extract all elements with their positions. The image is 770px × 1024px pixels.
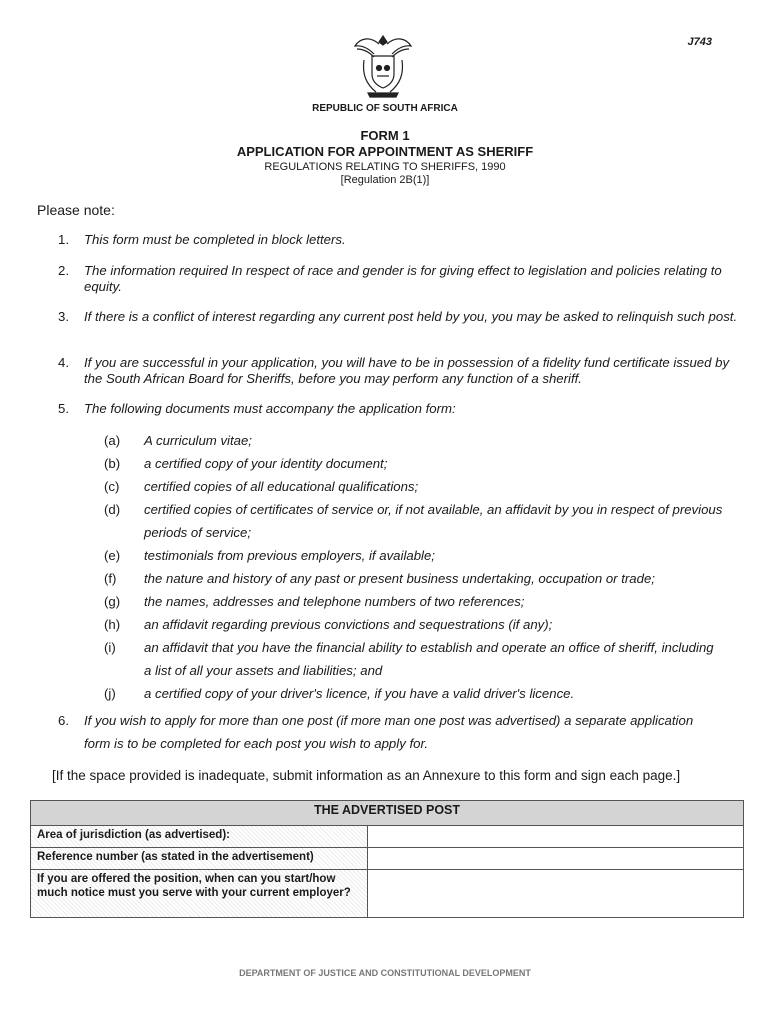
document-label: (g) <box>104 594 121 609</box>
note-text: If there is a conflict of interest regarding any current post held by you, you may be asked to relinquish such post. <box>84 309 738 324</box>
regulations-title: REGULATIONS RELATING TO SHERIFFS, 1990 <box>264 161 506 173</box>
document-text: A curriculum vitae; <box>144 433 252 448</box>
document-item <box>104 429 724 452</box>
jurisdiction-label: Area of jurisdiction (as advertised): <box>31 826 368 848</box>
document-item <box>104 636 724 682</box>
document-item <box>104 567 724 590</box>
document-item <box>104 590 724 613</box>
document-label: (j) <box>104 686 116 701</box>
note-item <box>58 355 738 386</box>
note-item <box>58 709 698 755</box>
note-text: If you wish to apply for more than one post (if more man one post was advertised) a separate application form is to be completed for each post you wish to apply for. <box>84 713 694 751</box>
form-code: J743 <box>687 36 712 48</box>
form-subtitle-block <box>0 161 770 187</box>
regulation-reference: [Regulation 2B(1)] <box>340 174 430 186</box>
document-item <box>104 544 724 567</box>
document-item <box>104 498 724 544</box>
document-label: (e) <box>104 548 121 563</box>
note-text: The following documents must accompany the application form: <box>84 401 456 416</box>
document-label: (b) <box>104 456 121 471</box>
document-item <box>104 613 724 636</box>
note-number: 6. <box>58 713 69 728</box>
form-number: FORM 1 <box>360 128 410 143</box>
note-item <box>58 232 738 248</box>
note-number: 2. <box>58 263 69 278</box>
document-text: the names, addresses and telephone numbers of two references; <box>144 594 525 609</box>
form-title: APPLICATION FOR APPOINTMENT AS SHERIFF <box>236 144 534 159</box>
document-text: certified copies of all educational qualifications; <box>144 479 419 494</box>
document-label: (h) <box>104 617 121 632</box>
document-label: (i) <box>104 640 116 655</box>
document-text: a certified copy of your driver's licence, if you have a valid driver's licence. <box>144 686 575 701</box>
document-label: (f) <box>104 571 117 586</box>
document-text: an affidavit that you have the financial ability to establish and operate an office of sheriff, including a list of all your assets and liabilities; and <box>144 640 714 678</box>
advertised-post-table <box>30 800 744 918</box>
document-label: (c) <box>104 479 120 494</box>
document-text: certified copies of certificates of service or, if not available, an affidavit by you in respect of previous periods of service; <box>144 502 723 540</box>
start-notice-field[interactable] <box>368 870 744 918</box>
jurisdiction-field[interactable] <box>368 826 744 848</box>
note-text: The information required In respect of race and gender is for giving effect to legislation and policies relating to equity. <box>84 263 722 294</box>
start-notice-label: If you are offered the position, when can you start/how much notice must you serve with your current employer? <box>31 870 368 918</box>
reference-number-label: Reference number (as stated in the advertisement) <box>31 848 368 870</box>
document-label: (d) <box>104 502 121 517</box>
form-title-block <box>0 128 770 160</box>
note-item <box>58 309 738 325</box>
note-number: 3. <box>58 309 69 324</box>
note-number: 4. <box>58 355 69 370</box>
document-label: (a) <box>104 433 121 448</box>
document-text: a certified copy of your identity document; <box>144 456 388 471</box>
note-text: This form must be completed in block letters. <box>84 232 346 247</box>
note-item <box>58 401 738 417</box>
annexure-note: [If the space provided is inadequate, submit information as an Annexure to this form and sign each page.] <box>52 768 681 783</box>
note-item <box>58 263 738 294</box>
coat-of-arms-icon <box>352 30 414 98</box>
reference-number-field[interactable] <box>368 848 744 870</box>
document-text: an affidavit regarding previous convictions and sequestrations (if any); <box>144 617 553 632</box>
document-item <box>104 452 724 475</box>
note-number: 5. <box>58 401 69 416</box>
note-number: 1. <box>58 232 69 247</box>
document-text: the nature and history of any past or present business undertaking, occupation or trade; <box>144 571 655 586</box>
advertised-post-heading: THE ADVERTISED POST <box>31 801 744 826</box>
document-item <box>104 682 724 705</box>
republic-heading: REPUBLIC OF SOUTH AFRICA <box>312 103 458 114</box>
please-note-heading: Please note: <box>37 202 115 218</box>
document-text: testimonials from previous employers, if available; <box>144 548 435 563</box>
department-footer: DEPARTMENT OF JUSTICE AND CONSTITUTIONAL DEVELOPMENT <box>239 968 531 978</box>
document-item <box>104 475 724 498</box>
note-text: If you are successful in your application, you will have to be in possession of a fidelity fund certificate issued by the South African Board for Sheriffs, before you may perform any function of a sheriff. <box>84 355 730 386</box>
